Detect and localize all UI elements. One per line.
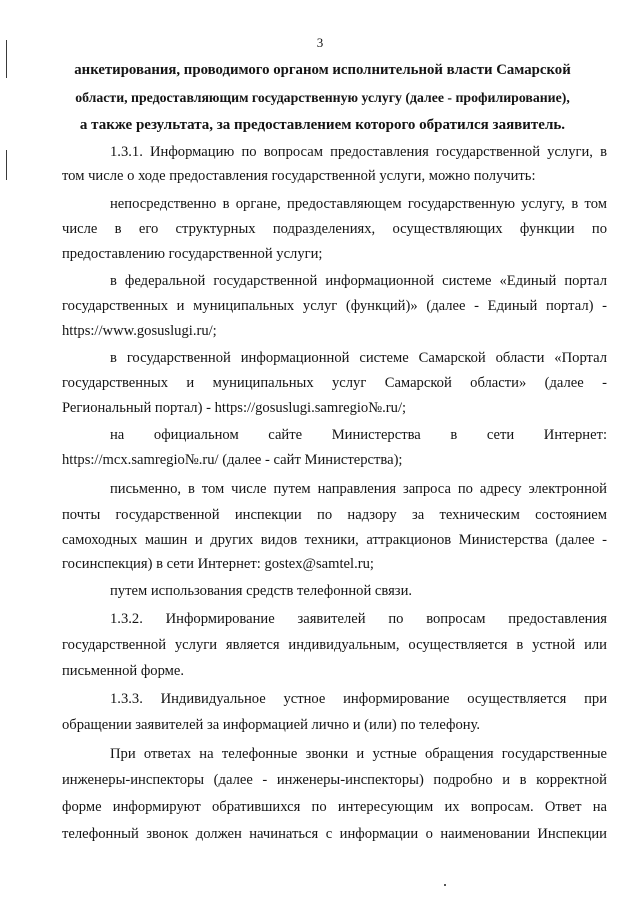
paragraph-line: том числе о ходе предоставления государственной услуги, можно получить: [62,168,536,184]
paragraph-line: инженеры-инспекторы (далее - инженеры-инспекторы) подробно и в корректной [62,772,607,788]
paragraph-line: телефонный звонок должен начинаться с информации о наименовании Инспекции [62,826,607,842]
paragraph-line: 1.3.3. Индивидуальное устное информирование осуществляется при [110,691,607,707]
paragraph-line: форме информируют обратившихся по интересующим их вопросам. Ответ на [62,799,607,815]
scan-margin-mark [6,150,7,180]
paragraph-line: Региональный портал) - https://gosuslugi.samregio№.ru/; [62,400,407,416]
paragraph-line: госинспекция) в сети Интернет: gostex@samtel.ru; [62,556,374,572]
paragraph-line: самоходных машин и других видов техники, аттракционов Министерства (далее - [62,532,607,548]
paragraph-line: в федеральной государственной информационной системе «Единый портал [110,273,607,289]
heading-line: анкетирования, проводимого органом исполнительной власти Самарской [74,62,571,78]
paragraph-line: числе в его структурных подразделениях, осуществляющих функции по [62,221,607,237]
heading-line: области, предоставляющим государственную услугу (далее - профилирование), [75,90,570,105]
paragraph-line: письменной форме. [62,663,185,679]
paragraph-line: на официальном сайте Министерства в сети Интернет: [110,427,607,443]
page-number: 3 [316,35,324,50]
paragraph-line: государственных и муниципальных услуг Самарской области» (далее - [62,375,607,391]
paragraph-line: https://www.gosuslugi.ru/; [62,323,217,339]
paragraph-line: При ответах на телефонные звонки и устные обращения государственные [110,746,607,762]
paragraph-line: в государственной информационной системе Самарской области «Портал [110,350,607,366]
paragraph-line: обращении заявителей за информацией лично и (или) по телефону. [62,717,481,733]
paragraph-line: письменно, в том числе путем направления запроса по адресу электронной [110,481,607,497]
paragraph-line: непосредственно в органе, предоставляющем государственную услугу, в том [110,196,607,212]
paragraph-line: государственной услуги является индивидуальным, осуществляется в устной или [62,637,607,653]
paragraph-line: 1.3.1. Информацию по вопросам предоставления государственной услуги, в [110,144,607,160]
heading-line: а также результата, за предоставлением которого обратился заявитель. [79,117,566,133]
paragraph-line: https://mcx.samregio№.ru/ (далее - сайт Министерства); [62,452,403,468]
paragraph-line: предоставлению государственной услуги; [62,246,323,262]
scan-speck [444,884,446,886]
paragraph-line: государственных и муниципальных услуг (функций)» (далее - Единый портал) - [62,298,607,314]
paragraph-line: 1.3.2. Информирование заявителей по вопросам предоставления [110,611,607,627]
paragraph-line: почты государственной инспекции по надзору за техническим состоянием [62,507,607,523]
paragraph-line: путем использования средств телефонной связи. [110,583,413,599]
